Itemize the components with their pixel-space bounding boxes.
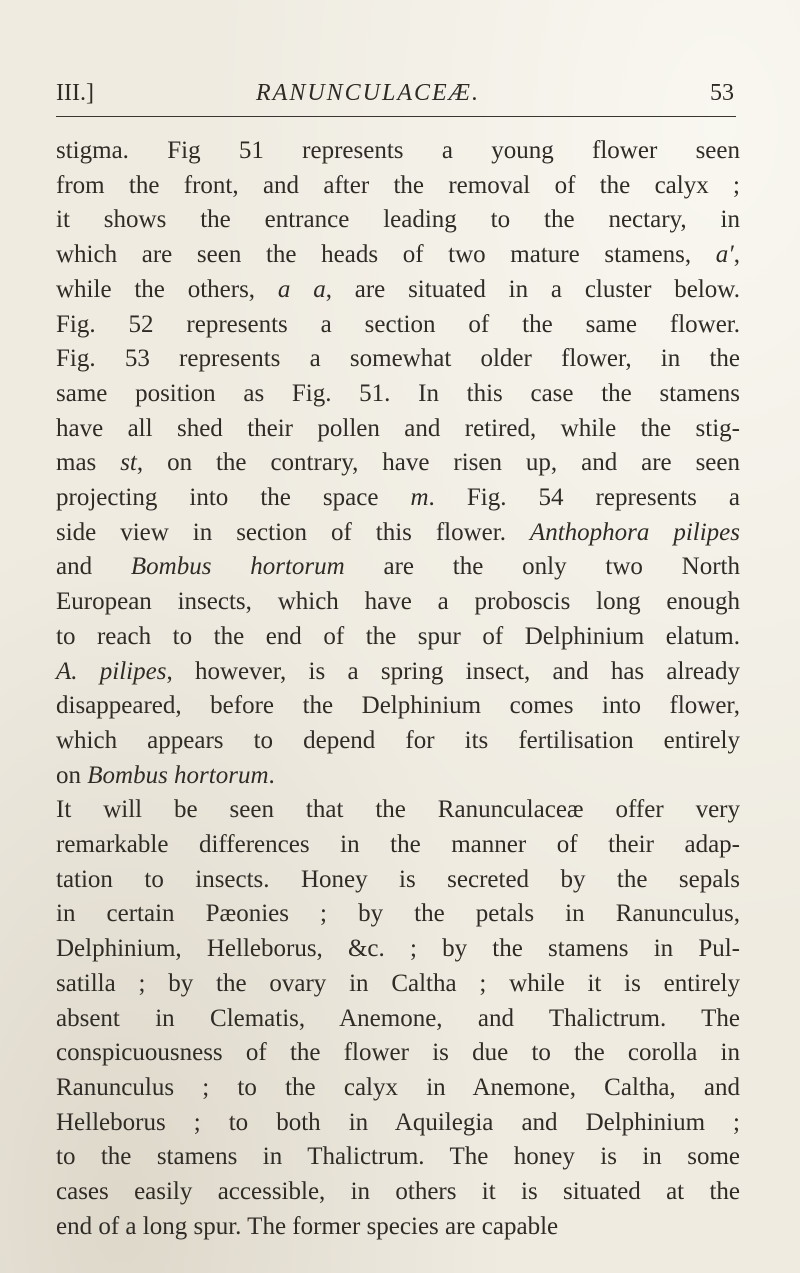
text-run: satilla ; by the ovary in Caltha ; while it is entirely [56,969,740,997]
italic-term: A. pilipes [56,657,167,685]
text-run: same position as Fig. 51. In this case the stamens [56,379,740,407]
text-line [56,1036,740,1071]
text-line [56,1002,740,1037]
text-line [56,412,740,447]
text-run: which are seen the heads of two mature stamens, [56,241,716,269]
text-line [56,1175,740,1210]
text-run: from the front, and after the removal of the calyx ; [56,171,740,199]
text-run: absent in Clematis, Anemone, and Thalictrum. The [56,1004,740,1032]
text-run: . Fig. 54 represents a [428,484,740,512]
text-run: , however, is a spring insect, and has already [166,657,740,685]
text-run: Delphinium, Helleborus, &c. ; by the stamens in Pul- [56,935,740,963]
text-line [56,863,740,898]
text-run: mas [56,449,121,477]
text-line [56,759,740,794]
text-line [56,308,740,343]
text-line [56,655,740,690]
text-run: which appears to depend for its fertilisation entirely [56,726,740,754]
paragraph [56,793,740,1244]
italic-term: a′ [715,241,734,269]
text-run: end of a long spur. The former species are capable [56,1212,559,1240]
text-line [56,377,740,412]
text-run: stigma. Fig 51 represents a young flower seen [56,137,740,164]
text-line [56,481,740,516]
page-number: 53 [710,80,734,106]
text-run: and [56,553,131,581]
italic-term: st [120,449,137,477]
text-run: European insects, which have a proboscis long enough [56,588,740,616]
text-line [56,585,740,620]
text-run: side view in section of this flower. [56,518,530,546]
text-line [56,897,740,932]
text-run: Helleborus ; to both in Aquilegia and Delphinium ; [56,1108,740,1136]
text-run: disappeared, before the Delphinium comes into flower, [56,692,740,720]
text-run: Ranunculus ; to the calyx in Anemone, Caltha, and [56,1073,740,1101]
running-header [56,80,734,110]
text-run: projecting into the space [56,484,411,512]
text-line [56,724,740,759]
italic-term: a a [277,275,326,303]
text-run: to reach to the end of the spur of Delphinium elatum. [56,622,740,650]
text-run: , on the contrary, have risen up, and are seen [136,449,740,477]
text-run: . [268,761,275,789]
text-run: are the only two North [344,553,740,581]
text-line [56,1071,740,1106]
italic-term: m [410,484,429,512]
text-line [56,1140,740,1175]
text-run: while the others, [56,275,278,303]
text-line [56,550,740,585]
text-run: it shows the entrance leading to the nectary, in [56,206,740,234]
text-line [56,516,740,551]
text-line [56,238,740,273]
text-run: Fig. 52 represents a section of the same flower. [56,310,740,338]
text-run: tation to insects. Honey is secreted by the sepals [56,865,740,893]
text-run: on [56,761,88,789]
text-line [56,1106,740,1141]
text-line [56,620,740,655]
text-run: conspicuousness of the flower is due to the corolla in [56,1039,740,1067]
text-line [56,169,740,204]
text-run: in certain Pæonies ; by the petals in Ranunculus, [56,900,740,928]
text-run: , [733,241,740,269]
text-line [56,1210,740,1245]
body-text [56,134,740,1245]
text-run: remarkable differences in the manner of their adap- [56,831,740,859]
text-run: cases easily accessible, in others it is situated at the [56,1178,740,1206]
header-rule [56,116,736,117]
italic-term: Bombus hortorum [87,761,269,789]
text-line [56,203,740,238]
text-run: , are situated in a cluster below. [325,275,740,303]
text-line [56,342,740,377]
text-line [56,689,740,724]
running-title: RANUNCULACEÆ. [256,80,481,106]
text-line [56,446,740,481]
italic-term: Bombus hortorum [130,553,345,581]
paragraph [56,134,740,793]
text-run: have all shed their pollen and retired, while the stig- [56,414,740,442]
italic-term: Anthophora pilipes [529,518,740,546]
text-line [56,932,740,967]
text-line [56,828,740,863]
text-run: Fig. 53 represents a somewhat older flower, in the [56,345,740,373]
chapter-number: III.] [56,80,94,106]
text-run: to the stamens in Thalictrum. The honey is in some [56,1143,740,1171]
text-line [56,134,740,169]
text-run: It will be seen that the Ranunculaceæ offer very [56,796,740,824]
text-line [56,967,740,1002]
text-line [56,793,740,828]
text-line [56,273,740,308]
